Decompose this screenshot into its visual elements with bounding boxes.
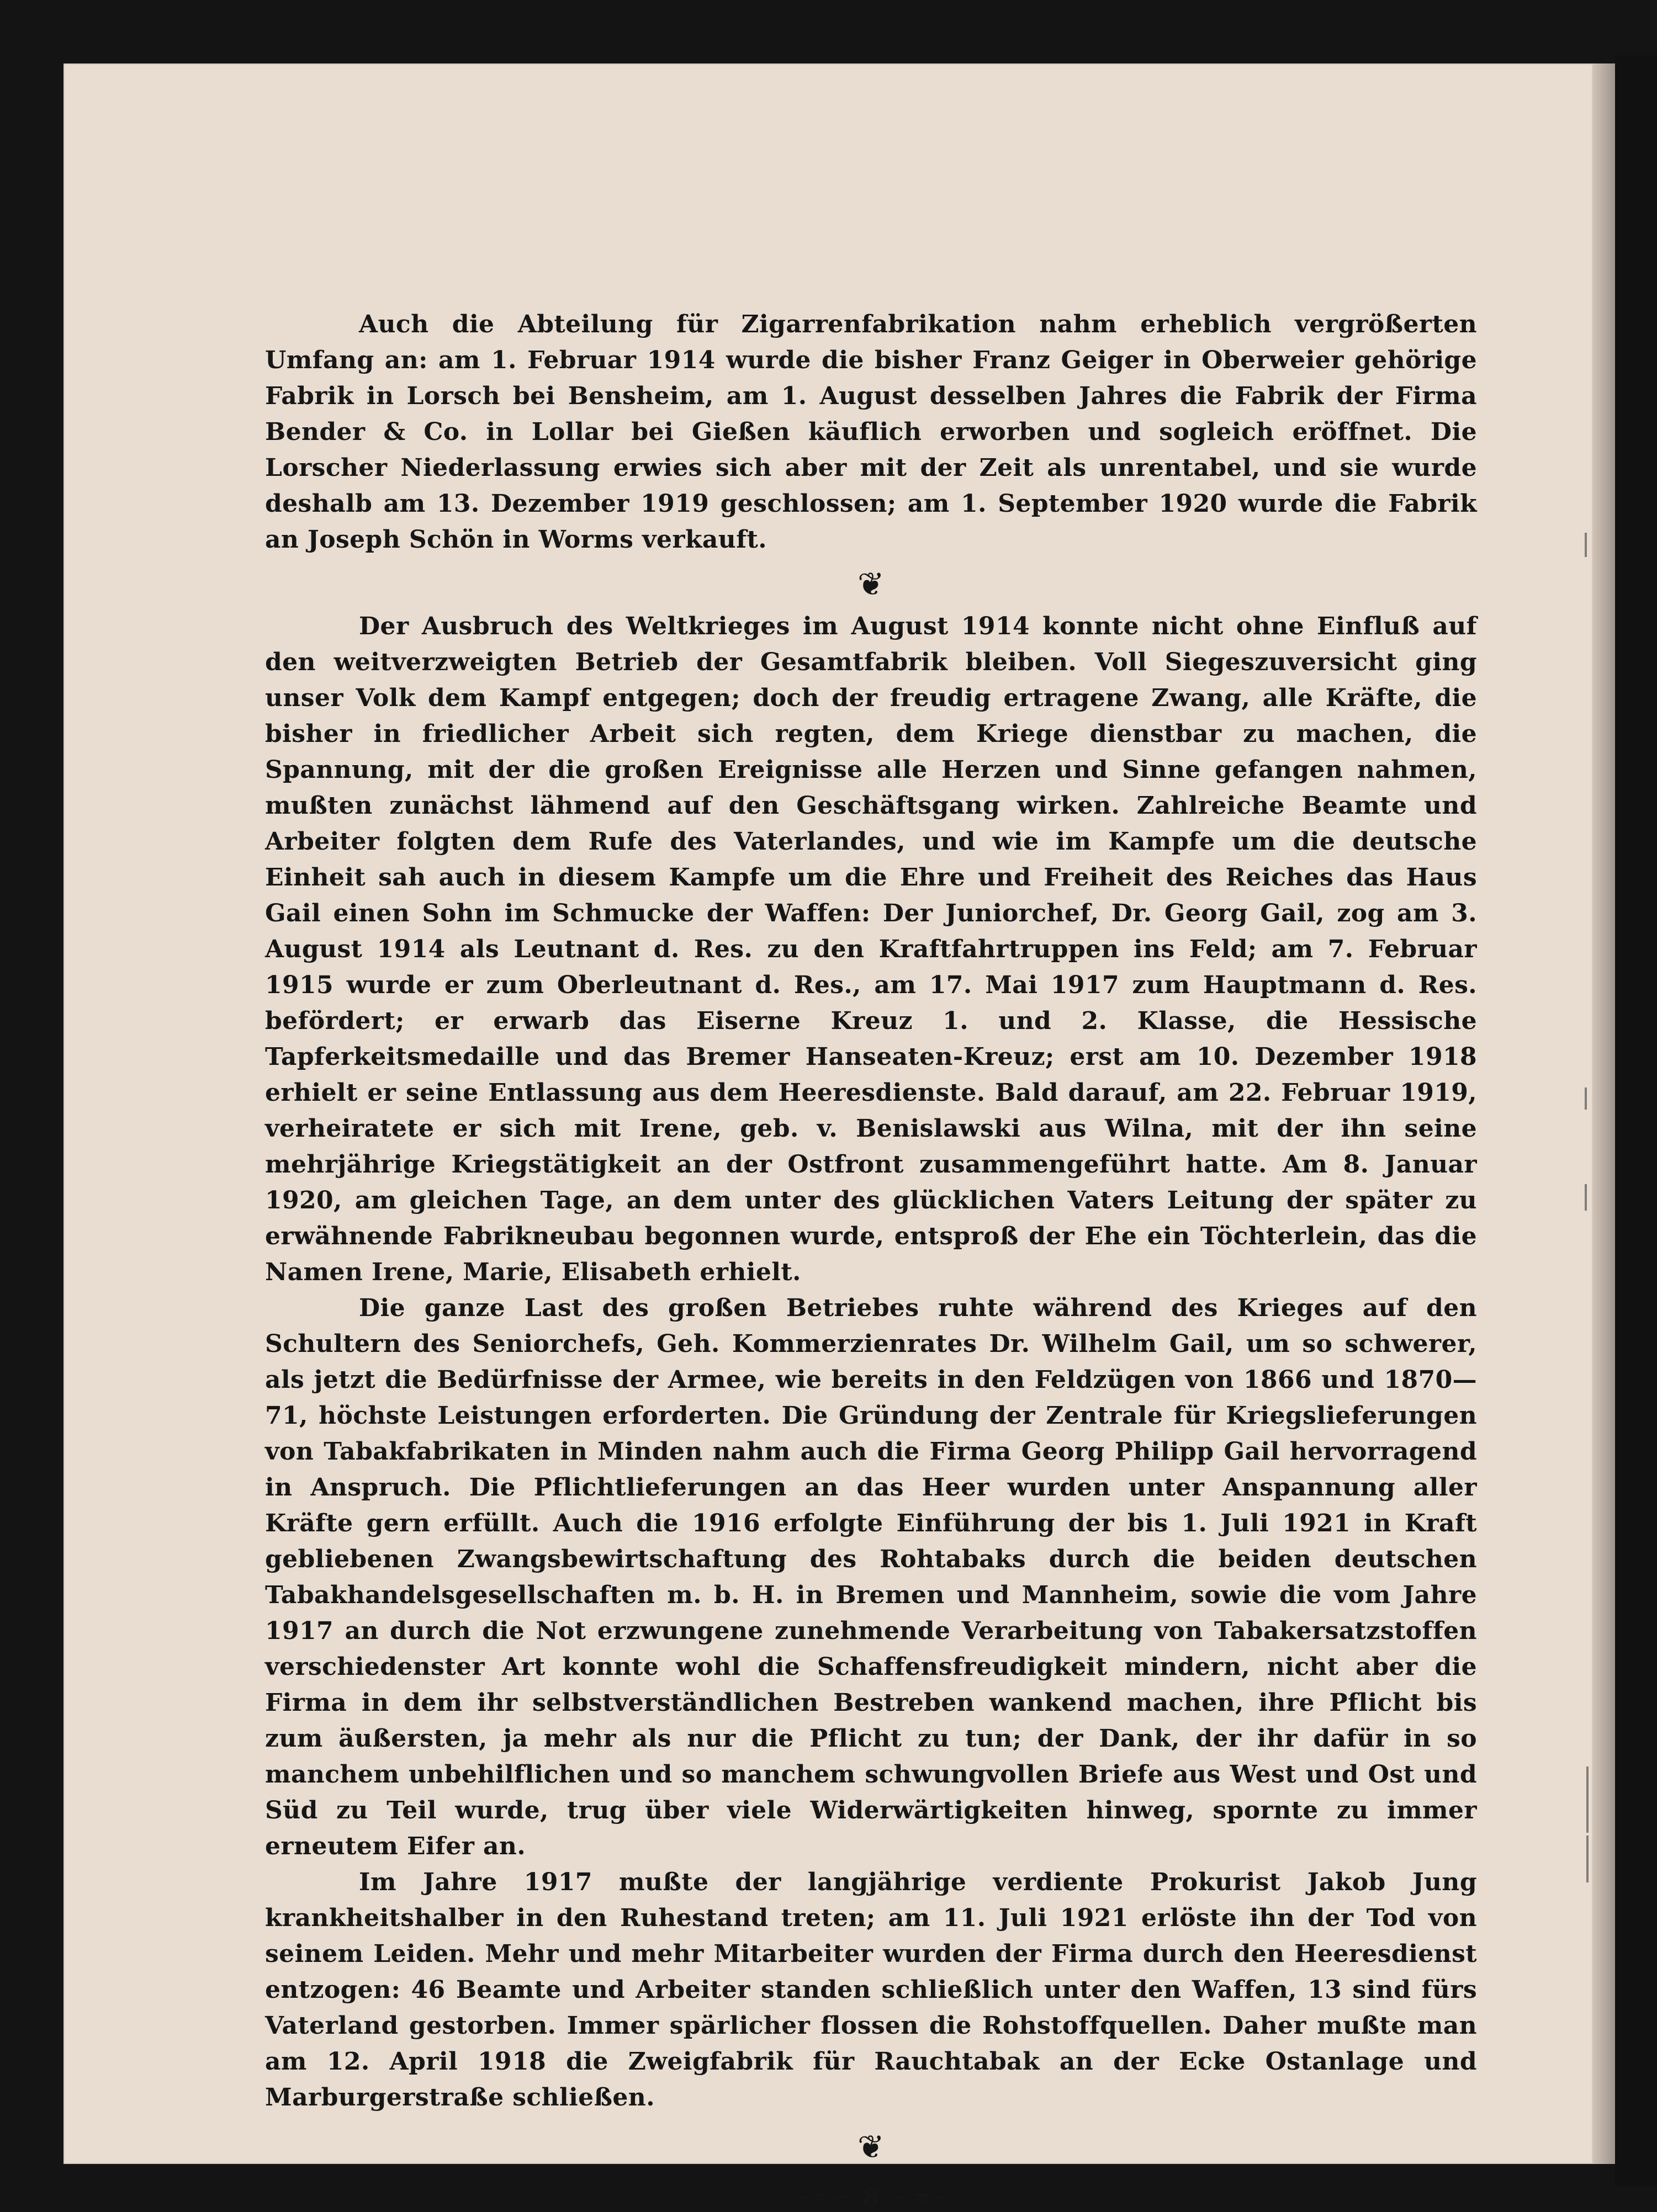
- document-text-block: [265, 306, 1477, 2210]
- page-number-row: [265, 2183, 1477, 2212]
- paragraph-senior-chief: Die ganze Last des großen Betriebes ruhte während des Krieges auf den Schultern des Seniorchefs, Geh. Kommerzienrates Dr. Wilhelm Gail, um so schwerer, als jetzt die Bedürfnisse der Armee, wie bereits in den Feldzügen von 1866 und 1870—71, höchste Leistungen erforderten. Die Gründung der Zentrale für Kriegslieferungen von Tabakfabrikaten in Minden nahm auch die Firma Georg Philipp Gail hervorragend in Anspruch. Die Pflichtlieferungen an das Heer wurden unter Anspannung aller Kräfte gern erfüllt. Auch die 1916 erfolgte Einführung der bis 1. Juli 1921 in Kraft gebliebenen Zwangsbewirtschaftung des Rohtabaks durch die beiden deutschen Tabakhandelsgesellschaften m. b. H. in Bremen und Mannheim, sowie die vom Jahre 1917 an durch die Not erzwungene zunehmende Verarbeitung von Tabakersatzstoffen verschiedenster Art konnte wohl die Schaffensfreudigkeit mindern, nicht aber die Firma in dem ihr selbstverständlichen Bestreben wankend machen, ihre Pflicht bis zum äußersten, ja mehr als nur die Pflicht zu tun; der Dank, der ihr dafür in so manchem unbehilflichen und so manchem schwungvollen Briefe aus West und Ost und Süd zu Teil wurde, trug über viele Widerwärtigkeiten hinweg, spornte zu immer erneutem Eifer an.: [265, 1294, 1477, 1860]
- page-number: 8: [862, 2184, 880, 2212]
- section-ornament-row: [265, 558, 1477, 608]
- margin-scan-mark: [1585, 1184, 1587, 1211]
- margin-scan-mark: [1585, 533, 1587, 557]
- margin-scan-mark: [1586, 1836, 1589, 1882]
- page-edge: [1593, 63, 1615, 2164]
- left-flourish-icon: ∽≈∽: [794, 2183, 849, 2210]
- margin-scan-mark: [1586, 1767, 1589, 1833]
- document-page: [63, 63, 1593, 2212]
- closing-ornament-row: [265, 2115, 1477, 2176]
- margin-scan-mark: [1585, 1088, 1587, 1110]
- paragraph-world-war: Der Ausbruch des Weltkrieges im August 1914 konnte nicht ohne Einfluß auf den weitverzweigten Betrieb der Gesamtfabrik bleiben. Voll Siegeszuversicht ging unser Volk dem Kampf entgegen; doch der freudig ertragene Zwang, alle Kräfte, die bisher in friedlicher Arbeit sich regten, dem Kriege dienstbar zu machen, die Spannung, mit der die großen Ereignisse alle Herzen und Sinne gefangen nahmen, mußten zunächst lähmend auf den Geschäftsgang wirken. Zahlreiche Beamte und Arbeiter folgten dem Rufe des Vaterlandes, und wie im Kampfe um die deutsche Einheit sah auch in diesem Kampfe um die Ehre und Freiheit des Reiches das Haus Gail einen Sohn im Schmucke der Waffen: Der Juniorchef, Dr. Georg Gail, zog am 3. August 1914 als Leutnant d. Res. zu den Kraftfahrtruppen ins Feld; am 7. Februar 1915 wurde er zum Oberleutnant d. Res., am 17. Mai 1917 zum Hauptmann d. Res. befördert; er erwarb das Eiserne Kreuz 1. und 2. Klasse, die Hessische Tapferkeitsmedaille und das Bremer Hanseaten-Kreuz; erst am 10. Dezember 1918 erhielt er seine Entlassung aus dem Heeresdienste. Bald darauf, am 22. Februar 1919, verheiratete er sich mit Irene, geb. v. Benislawski aus Wilna, mit der ihn seine mehrjährige Kriegstätigkeit an der Ostfront zusammengeführt hatte. Am 8. Januar 1920, am gleichen Tage, an dem unter des glücklichen Vaters Leitung der später zu erwähnende Fabrikneubau begonnen wurde, entsproß der Ehe ein Töchterlein, das die Namen Irene, Marie, Elisabeth erhielt.: [265, 612, 1477, 1286]
- floral-ornament-icon: ❦: [857, 565, 885, 603]
- paragraph-cigar-factory: Auch die Abteilung für Zigarrenfabrikation nahm erheblich vergrößerten Umfang an: am 1. Februar 1914 wurde die bisher Franz Geiger in Oberweier gehörige Fabrik in Lorsch bei Bensheim, am 1. August desselben Jahres die Fabrik der Firma Bender & Co. in Lollar bei Gießen käuflich erworben und sogleich eröffnet. Die Lorscher Niederlassung erwies sich aber mit der Zeit als unrentabel, und sie wurde deshalb am 13. Dezember 1919 geschlossen; am 1. September 1920 wurde die Fabrik an Joseph Schön in Worms verkauft.: [265, 310, 1477, 554]
- right-flourish-icon: ∽≈∽: [893, 2183, 948, 2210]
- binding-shadow: [1615, 55, 1657, 2186]
- paragraph-staff-and-closure: Im Jahre 1917 mußte der langjährige verdiente Prokurist Jakob Jung krankheitshalber in den Ruhestand treten; am 11. Juli 1921 erlöste ihn der Tod von seinem Leiden. Mehr und mehr Mitarbeiter wurden der Firma durch den Heeresdienst entzogen: 46 Beamte und Arbeiter standen schließlich unter den Waffen, 13 sind fürs Vaterland gestorben. Immer spärlicher flossen die Rohstoffquellen. Daher mußte man am 12. April 1918 die Zweigfabrik für Rauchtabak an der Ecke Ostanlage und Marburgerstraße schließen.: [265, 1868, 1477, 2112]
- floral-ornament-icon: ❦: [857, 2128, 885, 2166]
